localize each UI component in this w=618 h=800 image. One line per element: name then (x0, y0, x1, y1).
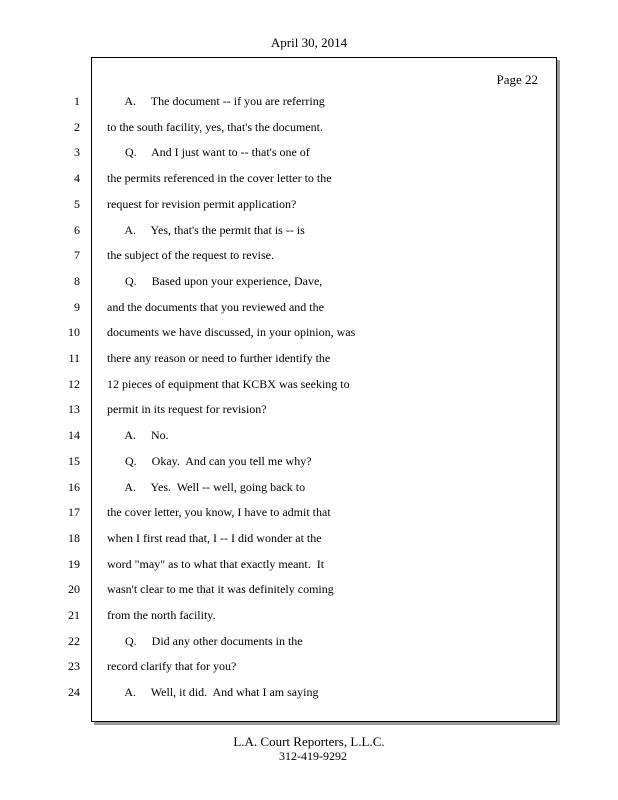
transcript-line-text: the cover letter, you know, I have to admit that (107, 505, 331, 519)
transcript-date: April 30, 2014 (270, 35, 348, 50)
line-number: 1 (74, 94, 80, 108)
line-number: 10 (68, 325, 80, 339)
line-number: 18 (68, 531, 80, 545)
transcript-line-text: Q. Based upon your experience, Dave, (107, 274, 323, 288)
page-number: Page 22 (496, 72, 538, 87)
transcript-line-text: A. Yes, that's the permit that is -- is (107, 223, 305, 237)
transcript-line-text: from the north facility. (107, 608, 216, 622)
footer-phone: 312-419-9292 (279, 749, 347, 763)
transcript-line-text: the subject of the request to revise. (107, 248, 274, 262)
transcript-line-text: and the documents that you reviewed and the (107, 300, 324, 314)
transcript-line-text: Q. Did any other documents in the (107, 634, 303, 648)
transcript-line-text: the permits referenced in the cover letter to the (107, 171, 332, 185)
line-number: 5 (74, 197, 80, 211)
line-number: 21 (68, 608, 80, 622)
transcript-line-text: record clarify that for you? (107, 659, 237, 673)
line-number: 11 (68, 351, 80, 365)
transcript-line-text: documents we have discussed, in your opinion, was (107, 325, 356, 339)
line-number: 4 (74, 171, 80, 185)
line-number: 9 (74, 300, 80, 314)
line-number: 8 (74, 274, 80, 288)
transcript-line-text: A. Yes. Well -- well, going back to (107, 480, 306, 494)
transcript-line-text: when I first read that, I -- I did wonder at the (107, 531, 322, 545)
line-number: 17 (68, 505, 80, 519)
transcript-line-text: Q. And I just want to -- that's one of (107, 145, 310, 159)
transcript-line-text: Q. Okay. And can you tell me why? (107, 454, 312, 468)
transcript-line-text: A. No. (107, 428, 169, 442)
line-number: 24 (68, 685, 80, 699)
line-number: 23 (68, 659, 80, 673)
line-number: 14 (68, 428, 80, 442)
line-number: 19 (68, 557, 80, 571)
line-number: 16 (68, 480, 80, 494)
line-number: 3 (74, 145, 80, 159)
transcript-line-text: A. Well, it did. And what I am saying (107, 685, 319, 699)
transcript-line-text: word "may" as to what that exactly meant. It (107, 557, 325, 571)
line-number: 2 (74, 120, 80, 134)
line-number: 22 (68, 634, 80, 648)
transcript-line-text: wasn't clear to me that it was definitely coming (107, 582, 334, 596)
line-number: 12 (68, 377, 80, 391)
line-number: 7 (74, 248, 80, 262)
line-number: 20 (68, 582, 80, 596)
transcript-line-text: A. The document -- if you are referring (107, 94, 325, 108)
transcript-line-text: to the south facility, yes, that's the document. (107, 120, 324, 134)
line-number: 15 (68, 454, 80, 468)
transcript-line-text: permit in its request for revision? (107, 402, 267, 416)
transcript-line-text: 12 pieces of equipment that KCBX was seeking to (107, 377, 350, 391)
footer-company: L.A. Court Reporters, L.L.C. (233, 734, 385, 749)
line-number: 13 (68, 402, 80, 416)
transcript-line-text: there any reason or need to further identify the (107, 351, 331, 365)
line-number: 6 (74, 223, 80, 237)
transcript-line-text: request for revision permit application? (107, 197, 297, 211)
